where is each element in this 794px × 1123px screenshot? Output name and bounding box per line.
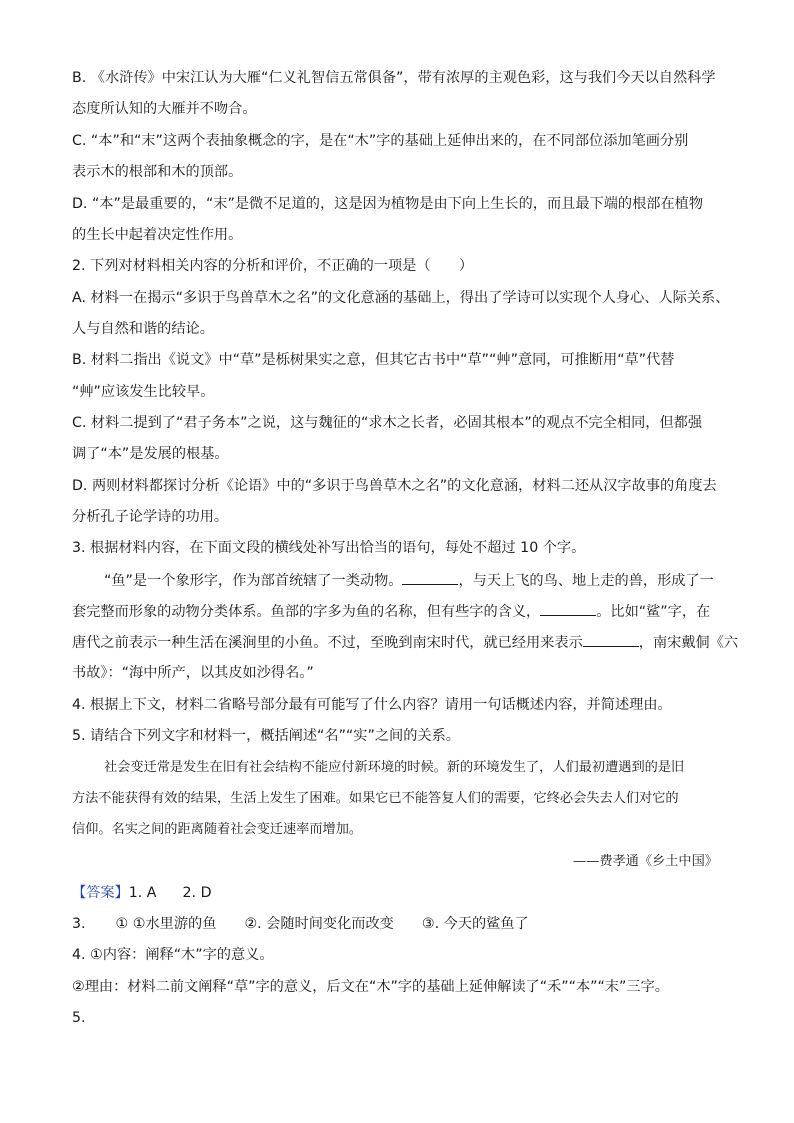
- q3-text: 套完整而形象的动物分类体系。鱼部的字多为鱼的名称，但有些字的含义，: [72, 604, 541, 620]
- fill-blank-1[interactable]: [402, 570, 458, 585]
- answer-2: 2. D: [182, 885, 212, 901]
- q5-stem: 5. 请结合下列文字和材料一，概括阐述“名”“实”之间的关系。: [72, 728, 460, 744]
- answer-3-part1: ① ①水里游的鱼: [115, 916, 217, 932]
- fill-blank-3[interactable]: [583, 632, 639, 647]
- q3-text: “鱼”是一个象形字，作为部首统辖了一类动物。: [104, 573, 403, 589]
- answer-1: 1. A: [128, 885, 157, 901]
- answer-5: 5.: [72, 1010, 86, 1026]
- q5-quote-line3: 信仰。名实之间的距离随着社会变迁速率而增加。: [72, 822, 363, 837]
- q2-option-a-line2: 人与自然和谐的结论。: [72, 321, 214, 337]
- q1-option-b-line1: B. 《水浒传》中宋江认为大雁“仁义礼智信五常俱备”，带有浓厚的主观色彩，这与我们今天以自然科学: [72, 70, 716, 86]
- q2-stem: 2. 下列对材料相关内容的分析和评价，不正确的一项是（ ）: [72, 258, 474, 274]
- q2-option-c-line2: 调了“本”是发展的根基。: [72, 446, 229, 462]
- answer-line3: [72, 914, 529, 934]
- q1-option-d-line1: D. “本”是最重要的，“末”是微不足道的，这是因为植物是由下向上生长的，而且最下端的根部在植物: [72, 196, 704, 212]
- q1-option-b-line2: 态度所认知的大雁并不吻合。: [72, 101, 257, 117]
- q3-stem: 3. 根据材料内容，在下面文段的横线处补写出恰当的语句，每处不超过 10 个字。: [72, 540, 586, 556]
- answer-3-part3: ③. 今天的鲨鱼了: [421, 916, 529, 932]
- answer-4-line1: 4. ①内容：阐释“木”字的意义。: [72, 947, 274, 963]
- q2-option-a-line1: A. 材料一在揭示“多识于鸟兽草木之名”的文化意涵的基础上，得出了学诗可以实现个人身心、人际关系、: [72, 290, 730, 306]
- q4-stem: 4. 根据上下文，材料二省略号部分最有可能写了什么内容？请用一句话概述内容，并简述理由。: [72, 697, 672, 713]
- q5-quote-line2: 方法不能获得有效的结果，生活上发生了困难。如果它已不能答复人们的需要，它终必会失去人们对它的: [72, 791, 679, 806]
- q3-text: 唐代之前表示一种生活在溪涧里的小鱼。不过，至晚到南宋时代，就已经用来表示: [72, 635, 583, 651]
- q3-text: 。比如“鲨”字，在: [596, 604, 711, 620]
- q1-option-c-line1: C. “本”和“末”这两个表抽象概念的字，是在“木”字的基础上延伸出来的，在不同部位添加笔画分别: [72, 133, 689, 149]
- q3-text: ，南宋戴侗《六: [638, 635, 739, 651]
- q3-passage-line1: [104, 570, 714, 591]
- q5-quote-source: ——费孝通《乡土中国》: [572, 854, 718, 869]
- answer-tag: 【答案】: [72, 885, 129, 901]
- answer-4-line2: ②理由：材料二前文阐释“草”字的意义，后文在“木”字的基础上延伸解读了“禾”“本”“末”三字。: [72, 979, 669, 995]
- q5-quote-line1: 社会变迁常是发生在旧有社会结构不能应付新环境的时候。新的环境发生了，人们最初遭遇到的是旧: [104, 760, 685, 775]
- q1-option-c-line2: 表示木的根部和木的顶部。: [72, 164, 243, 180]
- q3-passage-line4: 书故》：“海中所产，以其皮如沙得名。”: [72, 665, 314, 681]
- answer-3-number: 3.: [72, 916, 86, 932]
- q2-option-c-line1: C. 材料二提到了“君子务本”之说，这与魏征的“求木之长者，必固其根本”的观点不完全相同，但都强: [72, 415, 703, 431]
- q3-text: ，与天上飞的鸟、地上走的兽，形成了一: [458, 573, 714, 589]
- q2-option-d-line2: 分析孔子论学诗的功用。: [72, 509, 229, 525]
- q2-option-b-line2: “艸”应该发生比较早。: [72, 384, 215, 400]
- q3-passage-line2: [72, 601, 710, 622]
- answer-line1: [72, 883, 212, 903]
- answer-3-part2: ②. 会随时间变化而改变: [244, 916, 394, 932]
- q2-option-d-line1: D. 两则材料都探讨分析《论语》中的“多识于鸟兽草木之名”的文化意涵，材料二还从汉字故事的角度去: [72, 478, 717, 494]
- q3-passage-line3: [72, 632, 738, 653]
- q2-option-b-line1: B. 材料二指出《说文》中“草”是栎树果实之意，但其它古书中“草”“艸”意同，可推断用“草”代替: [72, 352, 675, 368]
- q1-option-d-line2: 的生长中起着决定性作用。: [72, 227, 243, 243]
- fill-blank-2[interactable]: [540, 601, 596, 616]
